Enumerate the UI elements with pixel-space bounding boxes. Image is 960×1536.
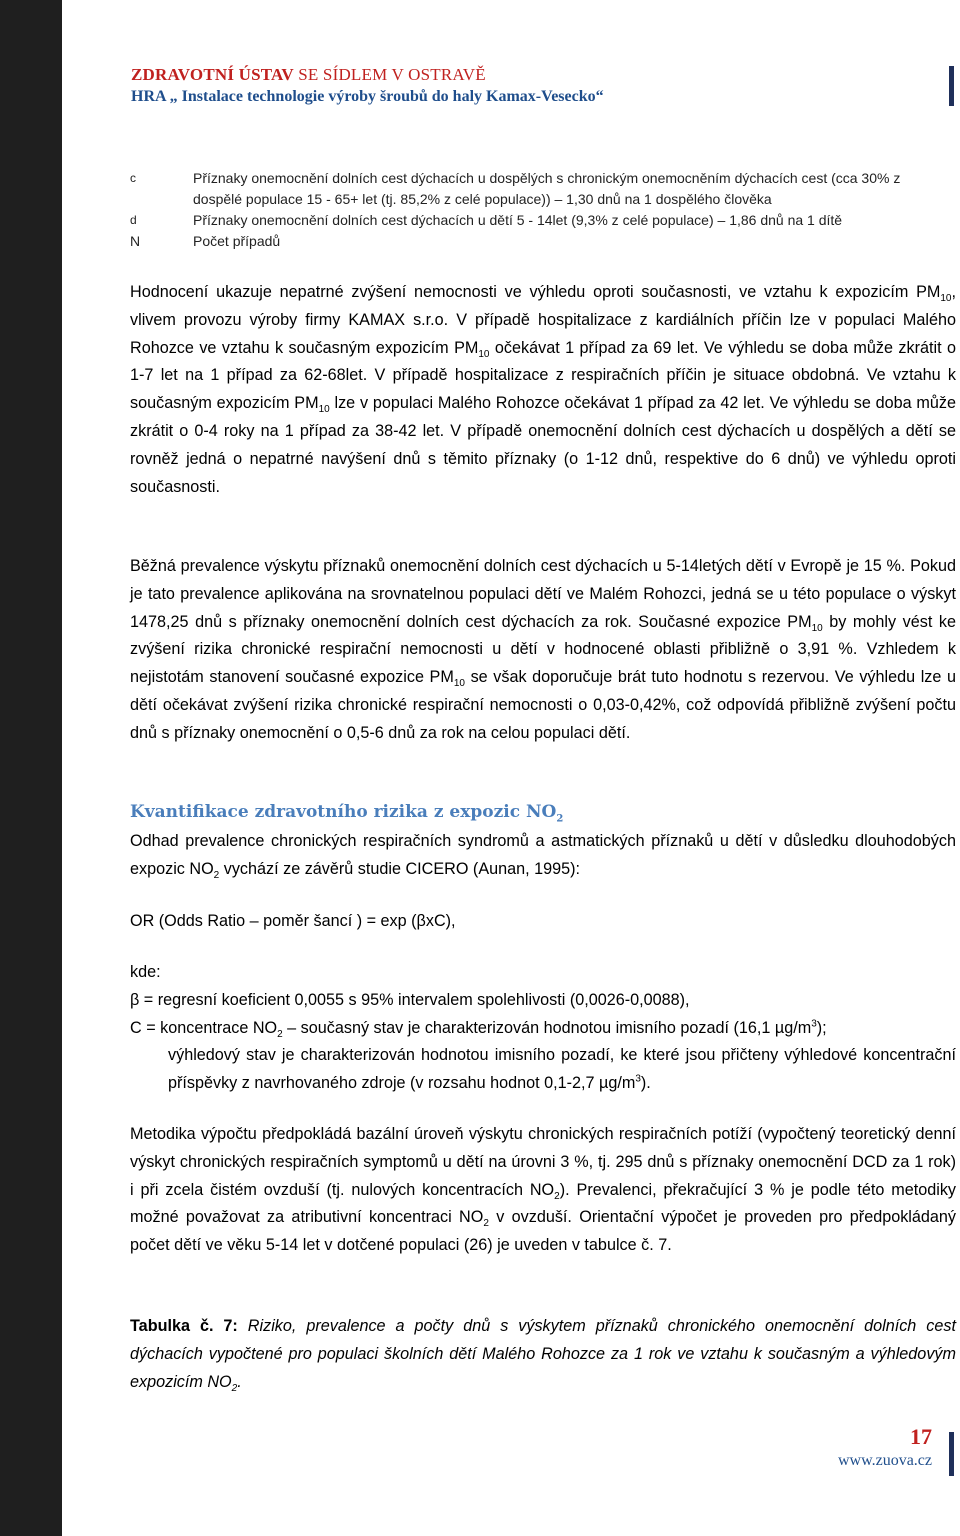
legend-symbol: d (130, 213, 137, 227)
legend-text: Příznaky onemocnění dolních cest dýchacích u dětí 5 - 14let (9,3% z celé populace) – 1,86 dnů na 1 dítě (193, 212, 843, 228)
table-caption: Tabulka č. 7: Riziko, prevalence a počty dnů s výskytem příznaků chronického onemocnění dolních cest dýchacích vypočtené pro populaci školních dětí Malého Rohozce za 1 rok ve vztahu k současným a výhledovým expozicím $NO_2$. (130, 1317, 956, 1394)
legend-text: Příznaky onemocnění dolních cest dýchacích u dospělých s chronickým onemocněním dýchacích cest (cca 30% z dospělé populace 15 - 65+ let (tj. 85,2% z celé populace)) – 1,30 dnů na 1 dospělého člověka (193, 170, 901, 207)
paragraph-prevalence: Běžná prevalence výskytu příznaků onemocnění dolních cest dýchacích u 5-14letých dětí v Evropě je 15 %. Pokud je tato prevalence aplikována na srovnatelnou populaci dětí ve Malém Rohozci, jedná se u této populace o výskyt 1478,25 dnů s příznaky onemocnění dolních cest dýchacích za rok. Současné expozice $PM_{10}$ by mohly vést ke zvýšení rizika chronické respirační nemocnosti u dětí v hodnocené oblasti přibližně o 3,91 %. Vzhledem k nejistotám stanovení současné expozice $PM_{10}$ se však doporučuje brát tuto hodnotu s rezervou. Ve výhledu lze u dětí očekávat zvýšení rizika chronické respirační nemocnosti o 0,03-0,42%, což odpovídá přibližně zvýšení počtu dnů s příznaky onemocnění o 0,5-6 dnů za rok na celou populaci dětí. (130, 557, 956, 742)
footer-rule (949, 1432, 954, 1476)
legend-row (130, 168, 930, 210)
formula-odds-ratio: OR (Odds Ratio – poměr šancí ) = exp (βxC), (130, 912, 456, 930)
section-heading: Kvantifikace zdravotního rizika z expozic $NO_2$ (130, 802, 564, 825)
header-organization: ZDRAVOTNÍ ÚSTAV SE SÍDLEM V OSTRAVĚ (131, 65, 486, 84)
paragraph-morbidity-assessment: Hodnocení ukazuje nepatrné zvýšení nemocnosti ve výhledu oproti současnosti, ve vztahu k expozicím $PM_{10}$, vlivem provozu výroby firmy KAMAX s.r.o. V případě hospitalizace z kardiálních příčin lze v populaci Malého Rohozce ve vztahu k současným expozicím $PM_{10}$ očekávat 1 případ za 69 let. Ve výhledu se doba může zkrátit o 1-7 let na 1 případ za 62-68let. V případě hospitalizace z respiračních příčin je situace obdobná. Ve vztahu k současným expozicím $PM_{10}$ lze v populaci Malého Rohozce očekávat 1 případ za 42 let. Ve výhledu se doba může zkrátit o 0-4 roky na 1 případ za 38-42 let. V případě onemocnění dolních cest dýchacích u dospělých a dětí se rovněž jedná o nepatrné navýšení dnů s těmito příznaky (o 1-12 dnů, respektive do 6 dnů) ve výhledu oproti současnosti. (130, 283, 956, 496)
page-header (131, 64, 931, 108)
paragraph-cicero-intro: Odhad prevalence chronických respiračních syndromů a astmatických příznaků u dětí v důsledku dlouhodobých expozic $NO_2$ vychází ze závěrů studie CICERO (Aunan, 1995): (130, 832, 956, 882)
formula-definitions (130, 959, 956, 1098)
left-margin-band (0, 0, 62, 1536)
paragraph-methodology: Metodika výpočtu předpokládá bazální úroveň výskytu chronických respiračních potíží (vypočtený teoretický denní výskyt chronických respiračních symptomů u dětí na úrovni 3 %, tj. 295 dnů s příznaky onemocnění DCD za 1 rok) i při zcela čistém ovzduší (tj. nulových koncentracích $NO_2$). Prevalenci, překračující 3 % je podle této metodiky možné považovat za atributivní koncentraci $NO_2$ v ovzduší. Orientační výpočet je proveden pro předpokládaný počet dětí ve věku 5-14 let v dotčené populaci (26) je uveden v tabulce č. 7. (130, 1125, 957, 1255)
definition-concentration: C = koncentrace $NO_2$ – současný stav je charakterizován hodnotou imisního pozadí (16,1 $\mu g/m^3$); výhledový stav je charakterizován hodnotou imisního pozadí, ke které jsou přičteny výhledové koncentrační příspěvky z navrhovaného zdroje (v rozsahu hodnot 0,1-2,7 $\mu g/m^3$). (130, 1018, 956, 1093)
legend-symbol: c (130, 171, 136, 185)
legend-text: Počet případů (193, 233, 281, 249)
legend-symbol: N (130, 233, 141, 249)
variable-legend (130, 168, 930, 252)
legend-row (130, 210, 930, 231)
header-rule (949, 66, 954, 106)
page-number: 17 (910, 1424, 932, 1449)
definition-beta: β = regresní koeficient 0,0055 s 95% intervalem spolehlivosti (0,0026-0,0088), (130, 990, 690, 1009)
definitions-label: kde: (130, 963, 161, 981)
legend-row (130, 231, 930, 252)
header-document-title: HRA „ Instalace technologie výroby šroubů do haly Kamax-Vesecko“ (131, 88, 604, 105)
footer-website-link[interactable]: www.zuova.cz (837, 1452, 932, 1469)
